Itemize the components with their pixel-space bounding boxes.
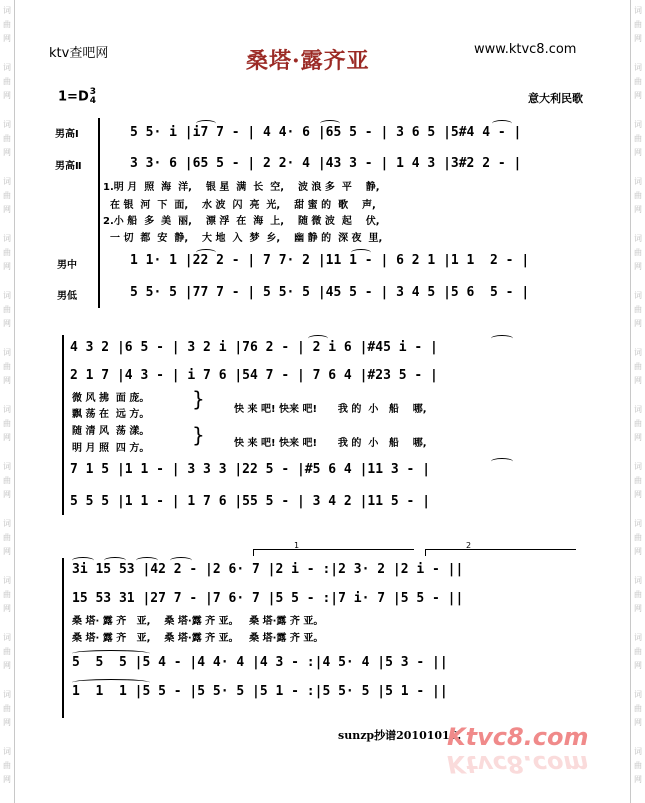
- watermark-char: 网: [634, 604, 642, 613]
- watermark-char: 曲: [634, 77, 642, 86]
- watermark-char: 词: [3, 234, 11, 243]
- watermark-char: 网: [634, 775, 642, 784]
- site-url[interactable]: www.ktvc8.com: [474, 42, 577, 57]
- watermark-char: 网: [3, 262, 11, 271]
- s1-lyric-1: 1.明 月 照 海 洋, 银 星 满 长 空, 波 浪 多 平 静,: [103, 182, 380, 193]
- s2-tenor2-notes: 2 1 7 |4 3 - | i 7 6 |54 7 - | 7 6 4 |#23 5 - |: [70, 368, 438, 383]
- part-label-tenor2: 男高Ⅱ: [55, 161, 82, 172]
- watermark-char: 词: [3, 405, 11, 414]
- watermark-char: 词: [3, 519, 11, 528]
- watermark-char: 网: [3, 661, 11, 670]
- s2-refrain-a: 快 来 吧! 快来 吧! 我 的 小 船 哪,: [234, 404, 427, 415]
- watermark-char: 词: [634, 6, 642, 15]
- watermark-char: 网: [3, 604, 11, 613]
- watermark-char: 曲: [634, 533, 642, 542]
- watermark-char: 曲: [3, 248, 11, 257]
- watermark-char: 曲: [3, 20, 11, 29]
- slur-arc: [320, 120, 340, 127]
- watermark-char: 网: [634, 34, 642, 43]
- system3-bracket: [62, 558, 64, 718]
- watermark-char: 网: [634, 91, 642, 100]
- slur-arc: [308, 335, 328, 342]
- watermark-char: 曲: [3, 77, 11, 86]
- watermark-char: 网: [3, 34, 11, 43]
- watermark-char: 词: [634, 405, 642, 414]
- s2-lyric-2: 飘 荡 在 远 方。: [72, 409, 150, 420]
- s1-lyric-4: 一 切 都 安 静, 大 地 入 梦 乡, 幽 静 的 深 夜 里,: [103, 233, 383, 244]
- watermark-char: 曲: [634, 761, 642, 770]
- s2-baritone-notes: 7 1 5 |1 1 - | 3 3 3 |22 5 - |#5 6 4 |11 3 - |: [70, 462, 431, 477]
- watermark-char: 网: [634, 433, 642, 442]
- watermark-char: 曲: [634, 20, 642, 29]
- watermark-char: 曲: [3, 134, 11, 143]
- watermark-char: 词: [3, 177, 11, 186]
- slur-arc: [196, 249, 216, 256]
- attribution: 意大利民歌: [528, 92, 583, 105]
- watermark-char: 网: [3, 490, 11, 499]
- watermark-char: 词: [3, 690, 11, 699]
- watermark-char: 曲: [3, 590, 11, 599]
- tie-arc: [72, 650, 150, 657]
- s2-lyric-1: 微 风 拂 面 庞。: [72, 393, 150, 404]
- watermark-char: 曲: [634, 647, 642, 656]
- watermark-char: 曲: [634, 248, 642, 257]
- watermark-char: 曲: [634, 305, 642, 314]
- s3-tenor1-notes: 3i 15 53 |42 2 - |2 6· 7 |2 i - :|2 3· 2 |2 i - ||: [72, 562, 464, 577]
- time-top: 3: [89, 87, 96, 97]
- s2-refrain-b: 快 来 吧! 快来 吧! 我 的 小 船 哪,: [234, 438, 427, 449]
- s1-bass-notes: 5 5· 5 |77 7 - | 5 5· 5 |45 5 - | 3 4 5 |5 6 5 - |: [130, 285, 530, 300]
- watermark-char: 词: [3, 348, 11, 357]
- part-label-bass: 男低: [57, 291, 77, 302]
- watermark-char: 曲: [3, 704, 11, 713]
- site-logo: Ktvc8.com: [447, 723, 589, 751]
- slur-arc: [170, 557, 192, 564]
- watermark-char: 词: [3, 6, 11, 15]
- key-label: 1=D: [58, 89, 89, 105]
- watermark-char: 词: [3, 291, 11, 300]
- watermark-char: 曲: [634, 191, 642, 200]
- s1-tenor1-notes: 5 5· i |i7 7 - | 4 4· 6 |65 5 - | 3 6 5 |5#4 4 - |: [130, 125, 522, 140]
- slur-arc: [104, 557, 126, 564]
- slur-arc: [492, 120, 512, 127]
- watermark-char: 词: [634, 63, 642, 72]
- watermark-char: 曲: [634, 590, 642, 599]
- slur-arc: [491, 458, 513, 465]
- watermark-char: 网: [634, 319, 642, 328]
- site-name-left[interactable]: ktv查吧网: [49, 46, 109, 61]
- s1-lyric-3: 2.小 船 多 美 丽, 漂 浮 在 海 上, 随 微 波 起 伏,: [103, 216, 380, 227]
- watermark-char: 曲: [3, 419, 11, 428]
- watermark-char: 网: [3, 376, 11, 385]
- watermark-char: 词: [3, 747, 11, 756]
- watermark-char: 词: [634, 234, 642, 243]
- watermark-char: 曲: [634, 704, 642, 713]
- system2-bracket: [62, 335, 64, 515]
- watermark-char: 词: [634, 177, 642, 186]
- watermark-char: 曲: [3, 305, 11, 314]
- site-logo-reflection: Ktvc8.com: [447, 750, 589, 778]
- watermark-char: 曲: [634, 134, 642, 143]
- watermark-char: 曲: [634, 476, 642, 485]
- lyric-brace: }: [192, 423, 205, 447]
- lyric-brace: }: [192, 387, 205, 411]
- s1-lyric-2: 在 银 河 下 面, 水 波 闪 亮 光, 甜 蜜 的 歌 声,: [103, 200, 376, 211]
- watermark-char: 网: [634, 262, 642, 271]
- watermark-char: 曲: [3, 647, 11, 656]
- time-signature: [90, 88, 96, 106]
- watermark-char: 网: [3, 718, 11, 727]
- watermark-char: 网: [634, 661, 642, 670]
- part-label-baritone: 男中: [57, 260, 77, 271]
- s3-tenor2-notes: 15 53 31 |27 7 - |7 6· 7 |5 5 - :|7 i· 7 |5 5 - ||: [72, 591, 464, 606]
- s2-lyric-3: 随 清 风 荡 漾。: [72, 426, 150, 437]
- s2-tenor1-notes: 4 3 2 |6 5 - | 3 2 i |76 2 - | 2 i 6 |#45 i - |: [70, 340, 438, 355]
- watermark-char: 曲: [634, 419, 642, 428]
- watermark-char: 网: [634, 547, 642, 556]
- watermark-char: 词: [634, 633, 642, 642]
- watermark-char: 词: [634, 519, 642, 528]
- watermark-char: 曲: [3, 533, 11, 542]
- watermark-char: 网: [634, 205, 642, 214]
- s1-tenor2-notes: 3 3· 6 |65 5 - | 2 2· 4 |43 3 - | 1 4 3 |3#2 2 - |: [130, 156, 522, 171]
- volta-bracket-2: [425, 541, 576, 556]
- watermark-char: 曲: [3, 476, 11, 485]
- watermark-char: 网: [3, 91, 11, 100]
- slur-arc: [72, 557, 94, 564]
- watermark-char: 词: [634, 291, 642, 300]
- key-signature: [58, 88, 96, 106]
- s3-bass-notes: 1 1 1 |5 5 - |5 5· 5 |5 1 - :|5 5· 5 |5 1 - ||: [72, 684, 448, 699]
- watermark-char: 词: [3, 576, 11, 585]
- s1-baritone-notes: 1 1· 1 |22 2 - | 7 7· 2 |11 1 - | 6 2 1 |1 1 2 - |: [130, 253, 530, 268]
- watermark-char: 曲: [3, 362, 11, 371]
- slur-arc: [196, 120, 216, 127]
- slur-arc: [136, 557, 158, 564]
- watermark-char: 网: [3, 148, 11, 157]
- watermark-char: 词: [634, 348, 642, 357]
- s3-baritone-notes: 5 5 5 |5 4 - |4 4· 4 |4 3 - :|4 5· 4 |5 3 - ||: [72, 655, 448, 670]
- watermark-char: 词: [3, 63, 11, 72]
- watermark-char: 词: [3, 633, 11, 642]
- watermark-char: 词: [634, 690, 642, 699]
- volta-bracket-1: [253, 541, 414, 556]
- watermark-char: 词: [634, 120, 642, 129]
- watermark-char: 网: [634, 490, 642, 499]
- system1-bracket: [98, 118, 100, 308]
- slur-arc: [491, 335, 513, 342]
- watermark-char: 词: [634, 462, 642, 471]
- watermark-char: 网: [634, 718, 642, 727]
- watermark-char: 词: [3, 462, 11, 471]
- watermark-char: 网: [3, 547, 11, 556]
- watermark-char: 词: [3, 120, 11, 129]
- tie-arc: [72, 679, 150, 686]
- watermark-char: 网: [634, 376, 642, 385]
- transcriber-signature: sunzp抄谱20101016.: [338, 729, 462, 742]
- slur-arc: [351, 249, 371, 256]
- watermark-char: 网: [3, 205, 11, 214]
- watermark-char: 网: [3, 433, 11, 442]
- watermark-char: 词: [634, 576, 642, 585]
- song-title: 桑塔·露齐亚: [246, 48, 370, 74]
- watermark-char: 词: [634, 747, 642, 756]
- s2-lyric-4: 明 月 照 四 方。: [72, 443, 150, 454]
- s2-bass-notes: 5 5 5 |1 1 - | 1 7 6 |55 5 - | 3 4 2 |11 5 - |: [70, 494, 431, 509]
- watermark-char: 曲: [3, 191, 11, 200]
- volta-number-2: 2: [466, 541, 472, 550]
- watermark-char: 网: [3, 775, 11, 784]
- time-bottom: 4: [89, 96, 96, 106]
- volta-number-1: 1: [294, 541, 300, 550]
- s3-lyric-1: 桑 塔· 露 齐 亚, 桑 塔·露 齐 亚。 桑 塔·露 齐 亚。: [72, 616, 324, 627]
- watermark-char: 网: [3, 319, 11, 328]
- s3-lyric-2: 桑 塔· 露 齐 亚, 桑 塔·露 齐 亚。 桑 塔·露 齐 亚。: [72, 633, 324, 644]
- watermark-char: 网: [634, 148, 642, 157]
- part-label-tenor1: 男高Ⅰ: [55, 129, 79, 140]
- watermark-char: 曲: [3, 761, 11, 770]
- watermark-char: 曲: [634, 362, 642, 371]
